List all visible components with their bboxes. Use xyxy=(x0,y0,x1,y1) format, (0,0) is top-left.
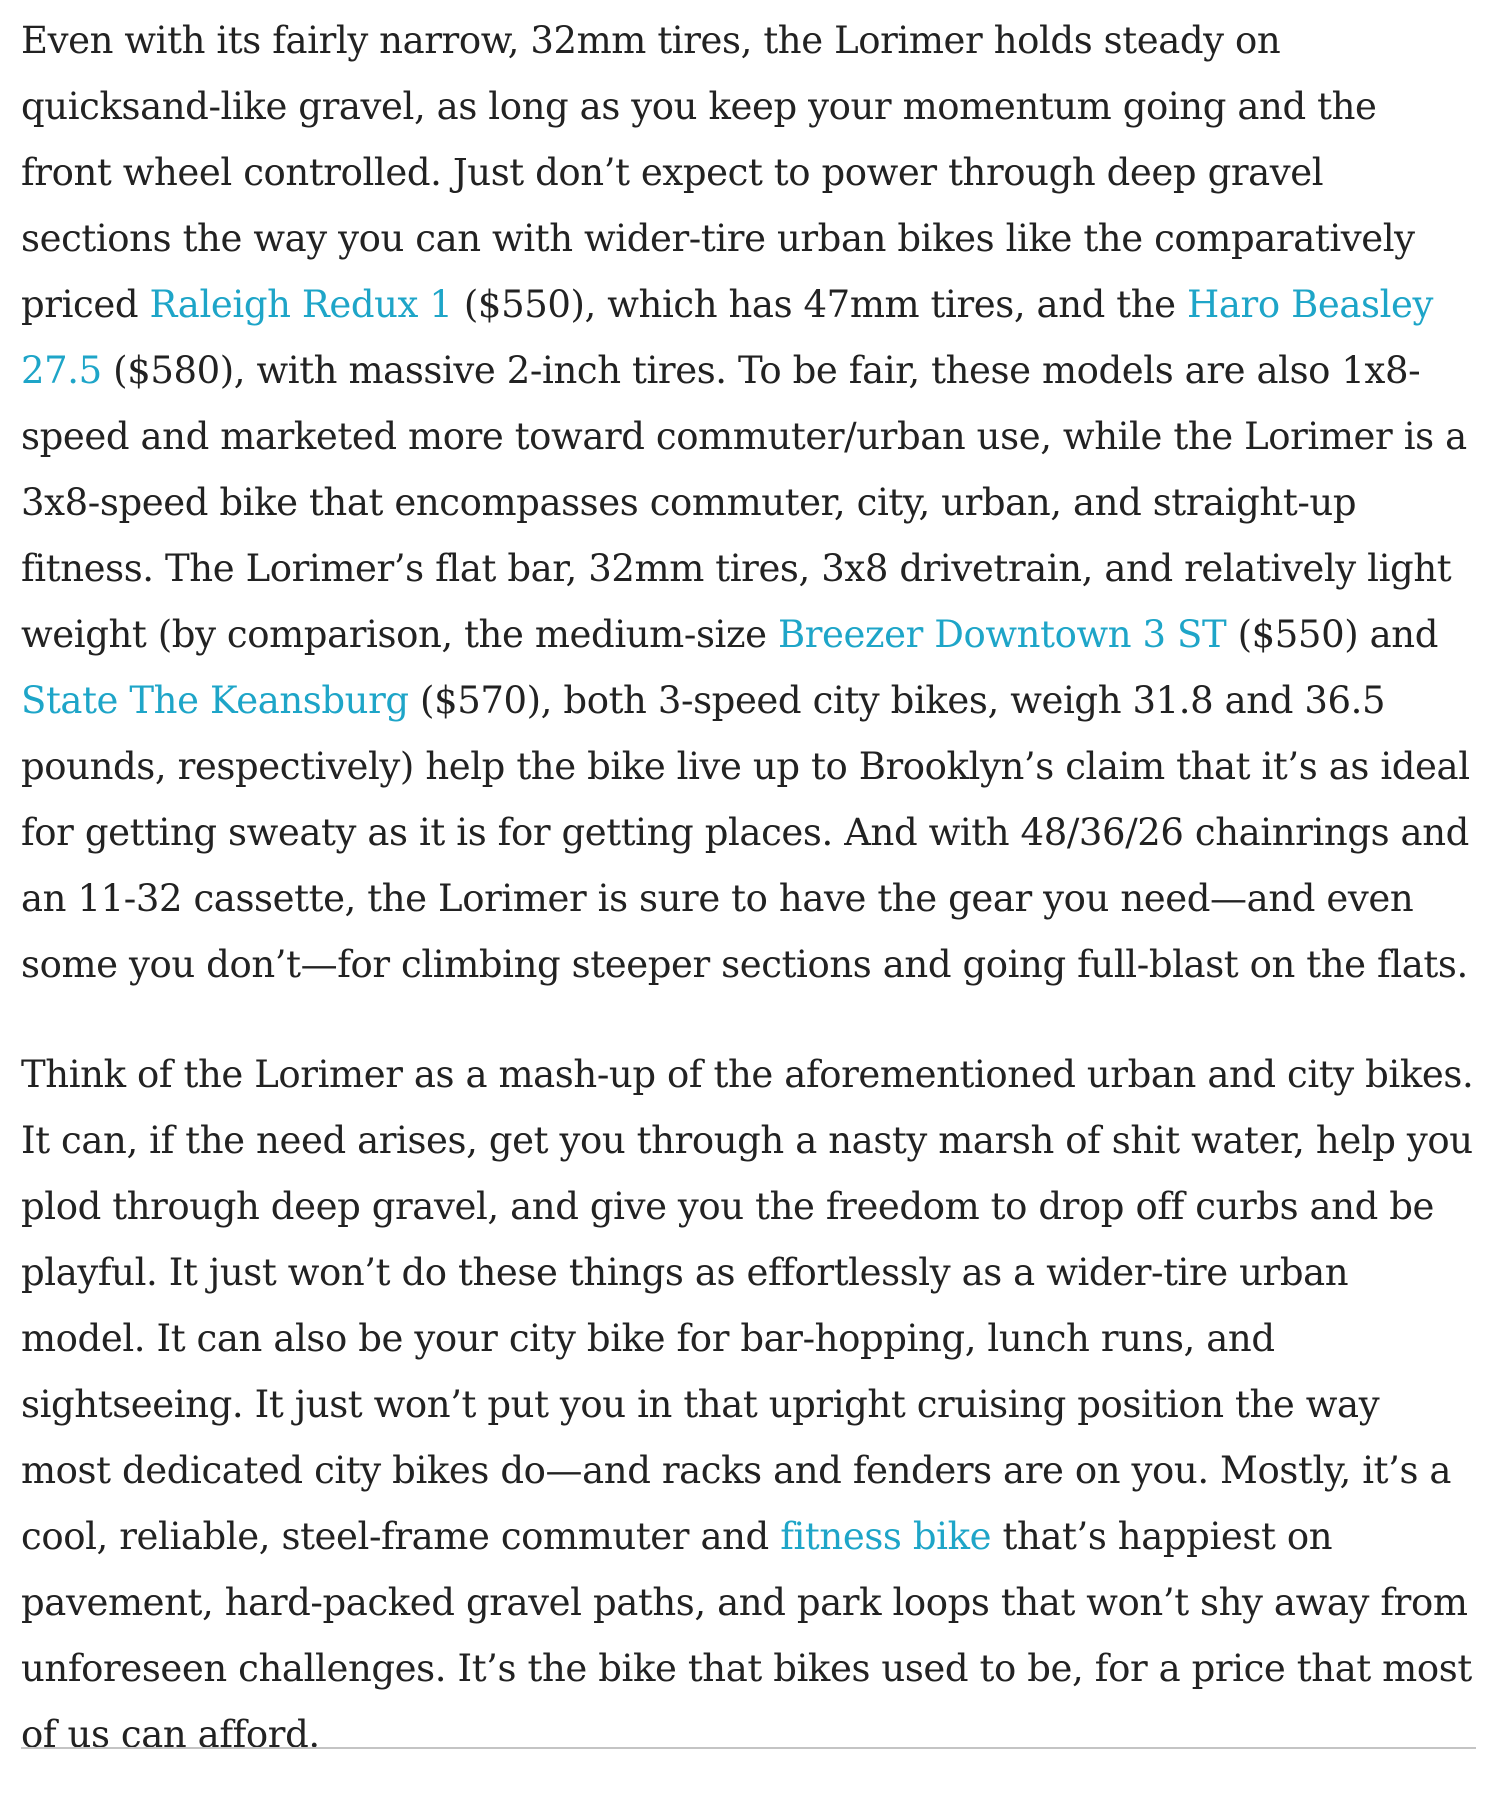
paragraph-text: ($550) and xyxy=(1226,613,1438,656)
article-paragraph-1 xyxy=(21,8,1476,998)
article-paragraph-2 xyxy=(21,1042,1476,1768)
link-haro-beasley[interactable]: Haro Beasley 27.5 xyxy=(21,283,1434,392)
paragraph-text: ($570), both 3-speed city bikes, weigh 31.8 and 36.5 pounds, respectively) help the bike live up to Brooklyn’s claim that it’s as ideal for getting sweaty as it is for getting places. And with 48/36/26 chainrings and an 11-32 cassette, the Lorimer is sure to have the gear you need—and even some you don’t—for climbing steeper sections and going full-blast on the flats. xyxy=(21,679,1470,986)
section-divider xyxy=(21,1747,1476,1749)
link-breezer-downtown[interactable]: Breezer Downtown 3 ST xyxy=(777,613,1227,656)
paragraph-text: ($580), with massive 2-inch tires. To be fair, these models are also 1x8-speed and marketed more toward commuter/urban use, while the Lorimer is a 3x8-speed bike that encompasses commuter, city, urban, and straight-up fitness. The Lorimer’s flat bar, 32mm tires, 3x8 drivetrain, and relatively light weight (by comparison, the medium-size xyxy=(21,349,1467,656)
link-fitness-bike[interactable]: fitness bike xyxy=(780,1515,992,1558)
article-body xyxy=(21,8,1476,1812)
paragraph-text: ($550), which has 47mm tires, and the xyxy=(452,283,1188,326)
paragraph-text: Think of the Lorimer as a mash-up of the aforementioned urban and city bikes. It can, if the need arises, get you through a nasty marsh of shit water, help you plod through deep gravel, and give you the freedom to drop off curbs and be playful. It just won’t do these things as effortlessly as a wider-tire urban model. It can also be your city bike for bar-hopping, lunch runs, and sightseeing. It just won’t put you in that upright cruising position the way most dedicated city bikes do—and racks and fenders are on you. Mostly, it’s a cool, reliable, steel-frame commuter and xyxy=(21,1053,1474,1558)
link-raleigh-redux-1[interactable]: Raleigh Redux 1 xyxy=(149,283,453,326)
link-state-keansburg[interactable]: State The Keansburg xyxy=(21,679,409,722)
paragraph-text: Even with its fairly narrow, 32mm tires, the Lorimer holds steady on quicksand-like gravel, as long as you keep your momentum going and the front wheel controlled. Just don’t expect to power through deep gravel sections the way you can with wider-tire urban bikes like the comparatively priced xyxy=(21,19,1415,326)
paragraph-text: that’s happiest on pavement, hard-packed gravel paths, and park loops that won’t shy away from unforeseen challenges. It’s the bike that bikes used to be, for a price that most of us can afford. xyxy=(21,1515,1472,1756)
